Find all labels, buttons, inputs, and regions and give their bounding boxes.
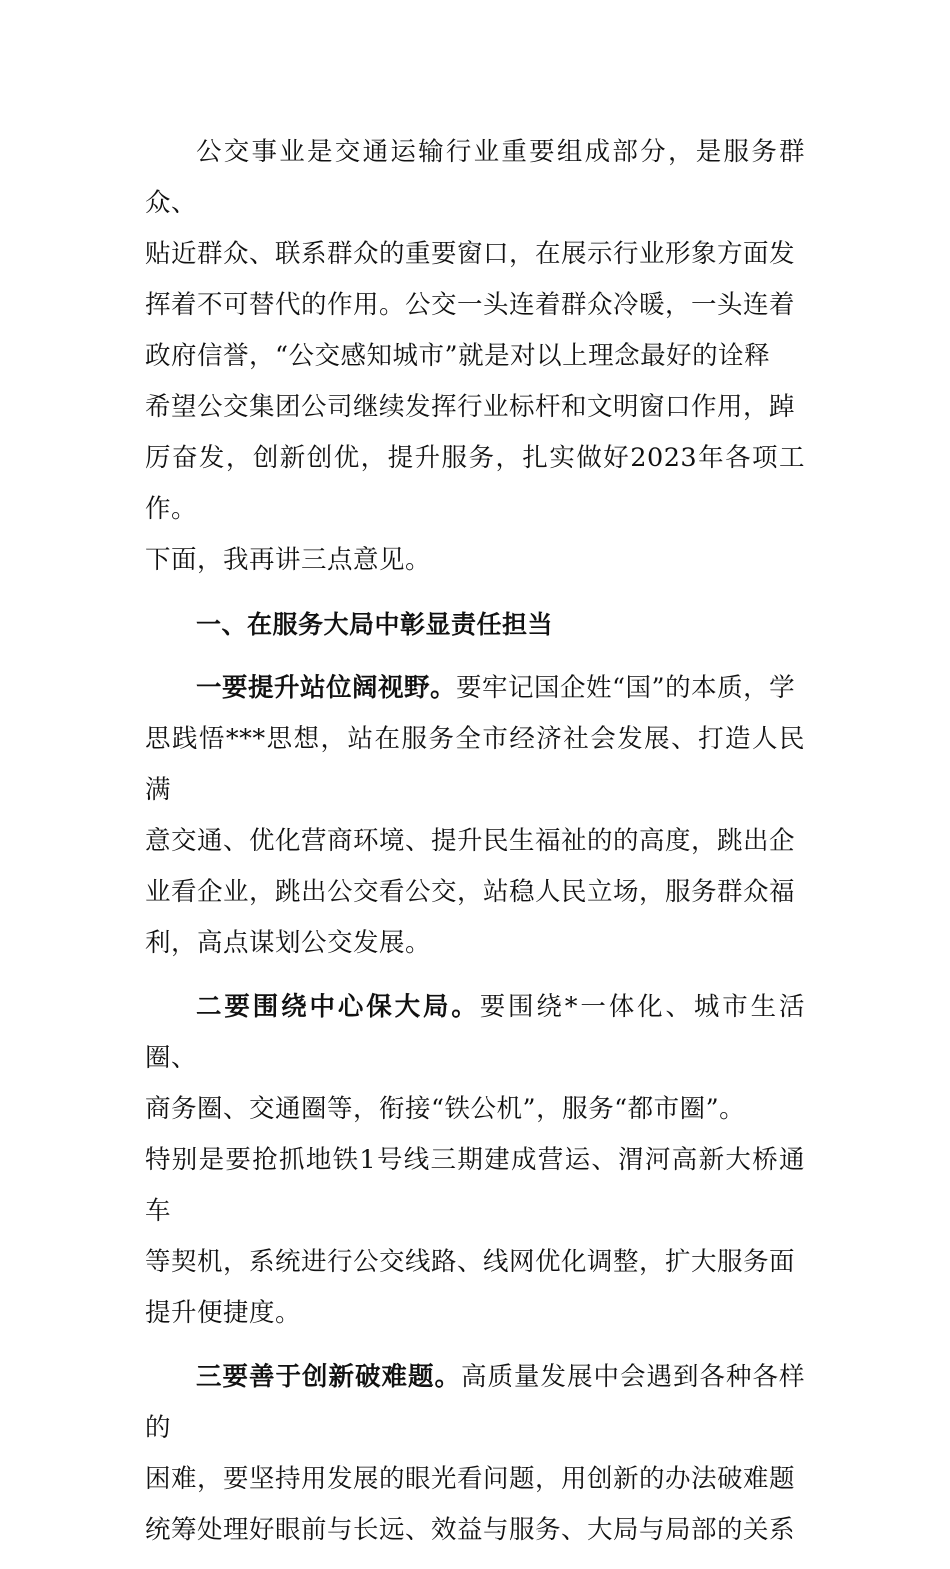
intro-line: 希望公交集团公司继续发挥行业标杆和文明窗口作用，踔 (145, 392, 796, 422)
point-lead: 一要提升站位阔视野。 (196, 673, 457, 703)
point-paragraph-3 (145, 1352, 805, 1556)
intro-line: 下面，我再讲三点意见。 (145, 545, 432, 575)
point-line: 商务圈、交通圈等，衔接“铁公机”，服务“都市圈”。 (145, 1094, 746, 1124)
intro-line: 挥着不可替代的作用。公交一头连着群众冷暖，一头连着 (145, 290, 796, 320)
intro-line: 政府信誉，“公交感知城市”就是对以上理念最好的诠释 (145, 341, 771, 371)
point-line: 特别是要抢抓地铁1号线三期建成营运、渭河高新大桥通车 (145, 1145, 805, 1226)
point-first-line (145, 663, 805, 714)
point-line: 思践悟***思想，站在服务全市经济社会发展、打造人民满 (145, 724, 805, 805)
point-line: 利，高点谋划公交发展。 (145, 928, 432, 958)
intro-line: 厉奋发，创新创优，提升服务，扎实做好2023年各项工作。 (145, 443, 805, 524)
document-body (145, 127, 805, 1569)
point-line: 业看企业，跳出公交看公交，站稳人民立场，服务群众福 (145, 877, 796, 907)
point-first-line (145, 1352, 805, 1454)
point-line: 提升便捷度。 (145, 1298, 302, 1328)
point-line: 统筹处理好眼前与长远、效益与服务、大局与局部的关系 (145, 1515, 796, 1545)
point-lead: 三要善于创新破难题。 (196, 1362, 461, 1392)
intro-paragraph (145, 127, 805, 586)
point-line: 等契机，系统进行公交线路、线网优化调整，扩大服务面 (145, 1247, 796, 1277)
point-first-line (145, 982, 805, 1084)
point-line: 意交通、优化营商环境、提升民生福祉的的高度，跳出企 (145, 826, 796, 856)
point-paragraph-1 (145, 663, 805, 969)
point-line: 困难，要坚持用发展的眼光看问题，用创新的办法破难题 (145, 1464, 796, 1494)
point-text: 要牢记国企姓“国”的本质，学 (456, 673, 796, 703)
intro-line: 贴近群众、联系群众的重要窗口，在展示行业形象方面发 (145, 239, 796, 269)
point-text: 高质量发展中会遇到各种各样的 (145, 1362, 805, 1443)
intro-line: 公交事业是交通运输行业重要组成部分，是服务群众、 (145, 137, 805, 218)
point-text: 要围绕*一体化、城市生活圈、 (145, 992, 805, 1073)
point-lead: 二要围绕中心保大局。 (196, 992, 480, 1022)
section-heading: 一、在服务大局中彰显责任担当 (196, 610, 554, 639)
point-paragraph-2 (145, 982, 805, 1339)
